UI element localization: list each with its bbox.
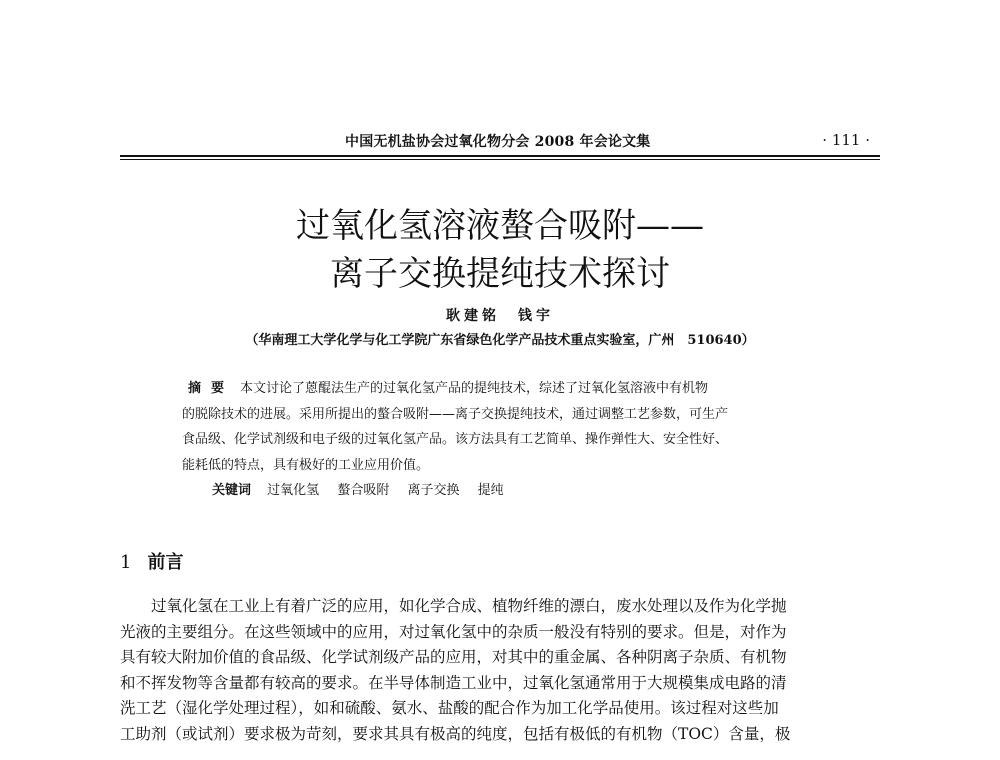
section-heading <box>120 548 183 574</box>
body-line: 洗工艺（湿化学处理过程），如和硫酸、氨水、盐酸的配合作为加工化学品使用。该过程对这些加 <box>120 699 779 718</box>
keywords <box>212 478 822 504</box>
running-header <box>120 131 880 153</box>
keyword: 螯合吸附 <box>337 483 390 498</box>
title-line-2: 离子交换提纯技术探讨 <box>330 254 670 294</box>
body-line: 具有较大附加价值的食品级、化学试剂级产品的应用，对其中的重金属、各种阴离子杂质、有机物 <box>120 648 787 667</box>
authors: 耿建铭 钱宇 <box>446 308 554 324</box>
running-title: 中国无机盐协会过氧化物分会 2008 年会论文集 <box>345 134 651 150</box>
keyword: 提纯 <box>477 483 504 498</box>
abstract-line: 的脱除技术的进展。采用所提出的螯合吸附——离子交换提纯技术，通过调整工艺参数，可生产 <box>182 406 729 422</box>
keywords-label: 关键词 <box>212 483 252 498</box>
paper-title <box>0 202 1000 298</box>
header-rule-thin <box>120 159 880 160</box>
page-number: · 111 · <box>822 131 870 149</box>
body-line: 和不挥发物等含量都有较高的要求。在半导体制造工业中，过氧化氢通常用于大规模集成电路的清 <box>120 673 787 692</box>
abstract-line <box>182 376 822 402</box>
title-line-1: 过氧化氢溶液螯合吸附—— <box>296 206 704 246</box>
affiliation: （华南理工大学化学与化工学院广东省绿色化学产品技术重点实验室，广州 510640） <box>245 333 755 348</box>
abstract-text: 本文讨论了蒽醌法生产的过氧化氢产品的提纯技术，综述了过氧化氢溶液中有机物 <box>240 381 709 396</box>
header-rule-thick <box>120 155 880 157</box>
keyword: 过氧化氢 <box>267 483 320 498</box>
section-title: 前言 <box>147 552 184 573</box>
abstract-line: 食品级、化学试剂级和电子级的过氧化氢产品。该方法具有工艺简单、操作弹性大、安全性好、 <box>182 432 729 447</box>
abstract-label: 摘要 <box>188 381 235 396</box>
section-number: 1 <box>120 552 132 573</box>
abstract <box>182 376 822 504</box>
body-line: 工助剂（或试剂）要求极为苛刻，要求其具有极高的纯度，包括有极低的有机物（TOC）含量，极 <box>120 724 791 743</box>
abstract-line: 能耗低的特点，具有极好的工业应用价值。 <box>182 457 430 473</box>
body-text <box>120 594 890 748</box>
body-line: 光液的主要组分。在这些领域中的应用，对过氧化氢中的杂质一般没有特别的要求。但是，对作为 <box>120 622 787 641</box>
keyword: 离子交换 <box>407 483 460 498</box>
body-line: 过氧化氢在工业上有着广泛的应用，如化学合成、植物纤维的漂白，废水处理以及作为化学抛 <box>151 597 787 615</box>
